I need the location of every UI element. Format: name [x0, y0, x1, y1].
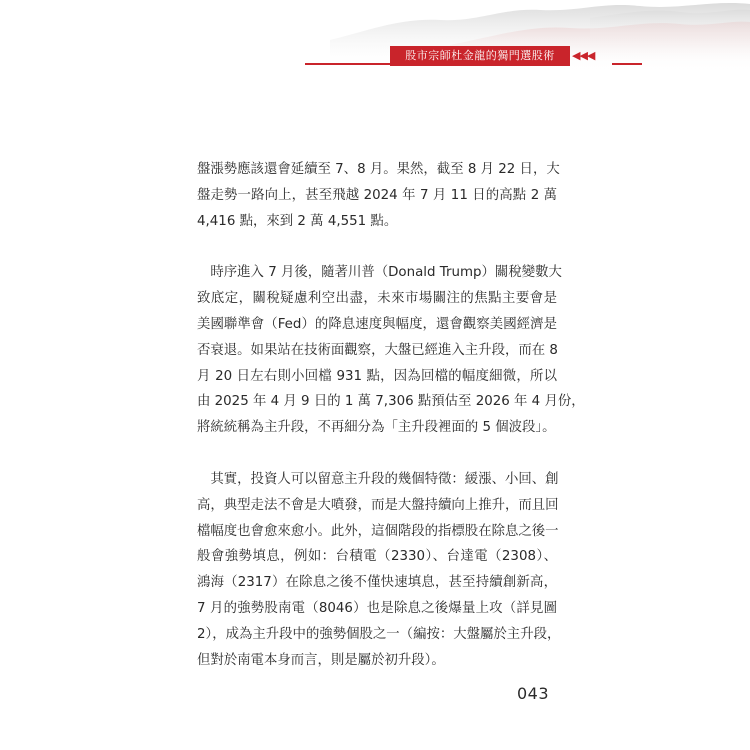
text-line: 高，典型走法不會是大噴發，而是大盤持續向上推升，而且回: [197, 497, 559, 513]
paragraph-2: [197, 260, 585, 441]
text-line: 時序進入 7 月後，隨著川普（Donald Trump）關稅變數大: [197, 265, 562, 281]
header-rule-right: [612, 63, 642, 65]
text-line: 7 月的強勢股南電（8046）也是除息之後爆量上攻（詳見圖: [197, 600, 557, 616]
text-line: 盤漲勢應該還會延續至 7、8 月。果然，截至 8 月 22 日，大: [197, 162, 560, 177]
text-line: 4,416 點，來到 2 萬 4,551 點。: [197, 213, 398, 229]
text-line: 將統統稱為主升段，不再細分為「主升段裡面的 5 個波段」。: [197, 420, 556, 436]
text-line: 但對於南電本身而言，則是屬於初升段）。: [197, 652, 445, 668]
body-text: [197, 157, 585, 699]
text-line: 盤走勢一路向上，甚至飛越 2024 年 7 月 11 日的高點 2 萬: [197, 187, 557, 203]
text-line: 美國聯準會（Fed）的降息速度與幅度，還會觀察美國經濟是: [197, 316, 557, 332]
text-line: 鴻海（2317）在除息之後不僅快速填息，甚至持續創新高，: [197, 575, 557, 591]
text-line: 否衰退。如果站在技術面觀察，大盤已經進入主升段，而在 8: [197, 342, 558, 358]
paragraph-3: [197, 467, 561, 673]
text-line: 檔幅度也會愈來愈小。此外，這個階段的指標股在除息之後一: [197, 523, 559, 539]
text-line: 致底定，關稅疑慮利空出盡，未來市場關注的焦點主要會是: [197, 291, 557, 307]
book-title-tag: 股市宗師杜金龍的獨門選股術: [390, 46, 570, 66]
text-line: 月 20 日左右則小回檔 931 點，因為回檔的幅度細微，所以: [197, 368, 557, 384]
arrows-icon: ◀◀◀: [572, 49, 595, 62]
text-line: 2），成為主升段中的強勢個股之一（編按：大盤屬於主升段，: [197, 626, 561, 642]
text-line: 般會強勢填息，例如：台積電（2330）、台達電（2308）、: [197, 549, 557, 565]
header-rule-left: [305, 63, 390, 65]
page-number: 043: [517, 684, 550, 703]
paragraph-1: [197, 157, 560, 234]
text-line: 其實，投資人可以留意主升段的幾個特徵：緩漲、小回、創: [197, 471, 559, 487]
text-line: 由 2025 年 4 月 9 日的 1 萬 7,306 點預估至 2026 年 4 月份，: [197, 394, 585, 410]
